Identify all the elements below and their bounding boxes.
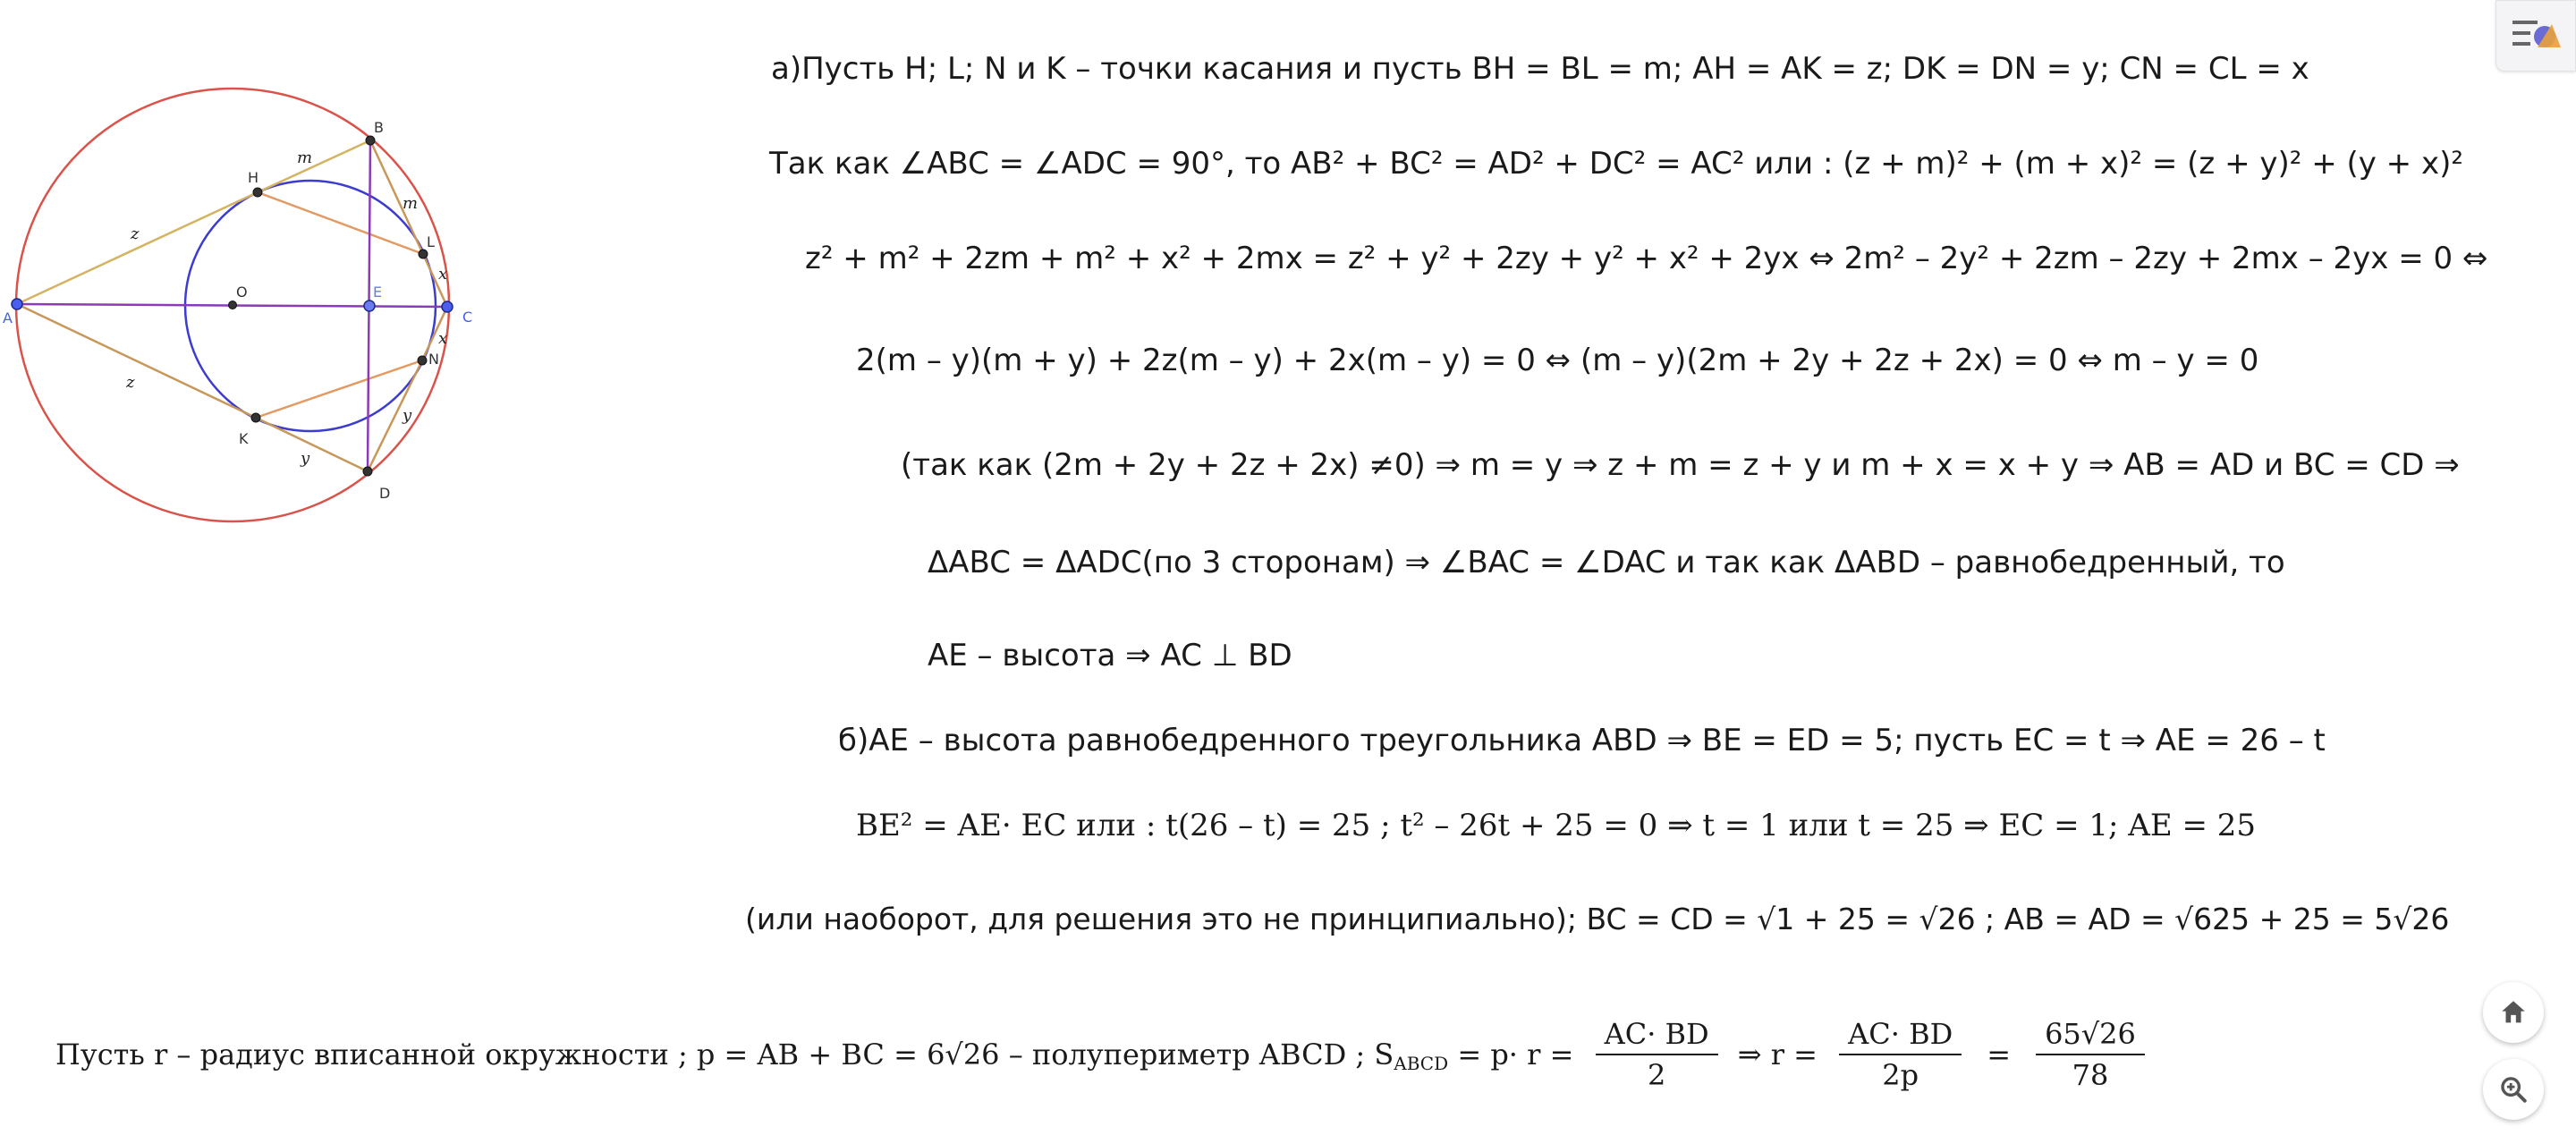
label-A: A (3, 309, 13, 326)
fraction-1-numerator: AC· BD (1596, 1020, 1718, 1055)
label-L: L (427, 233, 435, 250)
final-text: Пусть r – радиус вписанной окружности ; p = AB + BC = 6√26 – полупериметр ABCD ; S (55, 1038, 1394, 1071)
segment-label-x-bottom: x (438, 329, 448, 348)
point-L[interactable] (419, 250, 428, 258)
segment-label-m-right: m (402, 194, 419, 213)
graphics-view-menu-icon (2507, 13, 2564, 58)
geometry-diagram (0, 0, 894, 1135)
segment-label-x-top: x (438, 265, 448, 284)
segment-AH (17, 192, 258, 304)
point-B[interactable] (366, 136, 375, 145)
solution-line-4: 2(m – y)(m + y) + 2z(m – y) + 2x(m – y) = 0 ⇔ (m – y)(2m + 2y + 2z + 2x) = 0 ⇔ m – y = 0 (856, 343, 2259, 378)
fraction-2 (1839, 1017, 1962, 1092)
label-N: N (428, 351, 439, 368)
label-O: O (236, 284, 248, 301)
point-D[interactable] (363, 467, 372, 476)
solution-line-5: (так как (2m + 2y + 2z + 2x) ≠0) ⇒ m = y ⇒ z + m = z + y и m + x = x + y ⇒ AB = AD и BC = CD ⇒ (901, 447, 2460, 483)
solution-line-2: Так как ∠ABC = ∠ADC = 90°, то AB² + BC² = AD² + DC² = AC² или : (z + m)² + (m + x)² = (z + y)² + (y + x)² (769, 146, 2463, 182)
segment-AK (17, 304, 256, 418)
point-N[interactable] (418, 356, 427, 365)
segment-label-y-bottom: y (301, 449, 310, 468)
solution-line-8: б)AE – высота равнобедренного треугольника ABD ⇒ BE = ED = 5; пусть EC = t ⇒ AE = 26 – t (838, 723, 2326, 758)
fraction-3-numerator: 65√26 (2036, 1020, 2145, 1055)
final-subscript: ABCD (1394, 1053, 1449, 1074)
segment-label-m-top: m (297, 148, 313, 167)
final-eq2: = (1987, 1038, 2012, 1071)
solution-line-7: AE – высота ⇒ AC ⊥ BD (928, 638, 1292, 673)
label-C: C (462, 309, 473, 326)
fraction-2-numerator: AC· BD (1839, 1020, 1962, 1055)
fraction-3 (2036, 1017, 2145, 1092)
fraction-3-denominator: 78 (2072, 1058, 2109, 1092)
point-E[interactable] (364, 301, 375, 311)
segment-HB (258, 140, 370, 192)
home-button[interactable] (2483, 982, 2544, 1043)
segment-label-z-bottom: z (126, 373, 135, 392)
segment-label-y-right: y (402, 406, 412, 425)
solution-line-10: (или наоборот, для решения это не принципиально); BC = CD = √1 + 25 = √26 ; AB = AD = √625 + 25 = 5√26 (745, 902, 2450, 936)
label-K: K (239, 430, 249, 447)
solution-line-1: а)Пусть H; L; N и K – точки касания и пусть BH = BL = m; AH = AK = z; DK = DN = y; CN = CL = x (771, 51, 2309, 87)
home-icon (2498, 997, 2529, 1028)
solution-line-6: ΔABC = ΔADC(по 3 сторонам) ⇒ ∠BAC = ∠DAC и так как ΔABD – равнобедренный, то (928, 545, 2285, 580)
segment-KD (256, 418, 368, 471)
label-D: D (379, 485, 391, 502)
final-eq1: = p· r = (1448, 1038, 1583, 1071)
point-H[interactable] (253, 188, 262, 197)
point-C[interactable] (442, 301, 453, 312)
label-E: E (373, 284, 383, 301)
solution-line-9: BE² = AE· EC или : t(26 – t) = 25 ; t² – 26t + 25 = 0 ⇒ t = 1 или t = 25 ⇒ EC = 1; AE = 25 (856, 808, 2257, 843)
final-line (55, 1017, 2157, 1092)
solution-line-3: z² + m² + 2zm + m² + x² + 2mx = z² + y² + 2zy + y² + x² + 2yx ⇔ 2m² – 2y² + 2zm – 2zy + 2mx – 2yx = 0 ⇔ (805, 241, 2488, 276)
fraction-1-denominator: 2 (1647, 1058, 1666, 1092)
fraction-2-denominator: 2p (1882, 1058, 1919, 1092)
segment-label-z-top: z (131, 224, 140, 243)
point-K[interactable] (251, 413, 260, 422)
point-O[interactable] (229, 301, 237, 309)
final-arrow: ⇒ r = (1737, 1038, 1827, 1071)
graphics-view-menu-button[interactable] (2496, 0, 2576, 72)
zoom-in-icon (2498, 1074, 2529, 1105)
label-B: B (374, 119, 384, 136)
zoom-button[interactable] (2483, 1059, 2544, 1120)
point-A[interactable] (12, 299, 22, 309)
fraction-1 (1596, 1017, 1718, 1092)
label-H: H (248, 169, 259, 186)
